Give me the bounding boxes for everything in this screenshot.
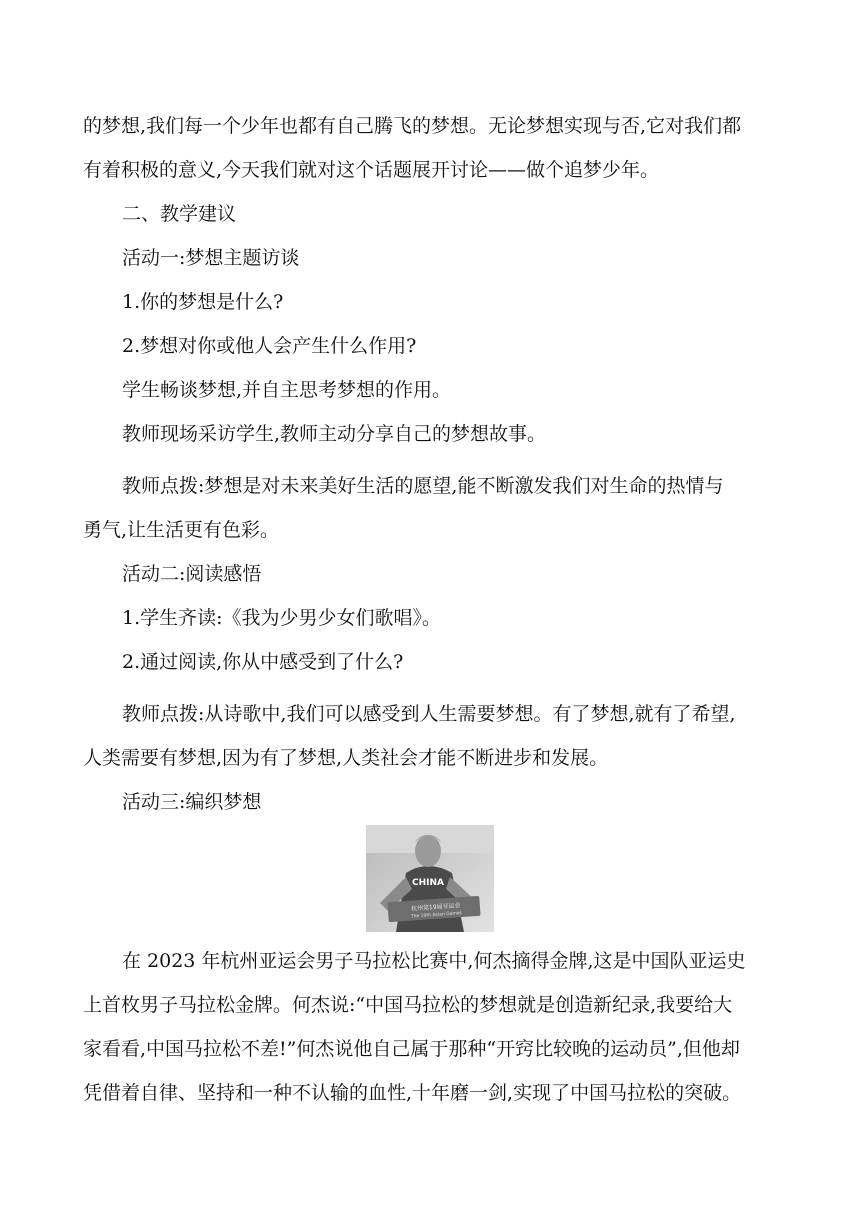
activity2-title: 活动二:阅读感悟 [122, 563, 262, 585]
intro-line-1: 的梦想,我们每一个少年也都有自己腾飞的梦想。无论梦想实现与否,它对我们都 [83, 115, 742, 137]
activity1-question-2: 2.梦想对你或他人会产生什么作用? [122, 335, 417, 357]
activity2-question-2: 2.通过阅读,你从中感受到了什么? [122, 651, 404, 673]
runner-photo-illustration [366, 825, 494, 932]
runner-head [415, 835, 441, 867]
story-line-3: 家看看,中国马拉松不差!”何杰说他自己属于那种“开窍比较晚的运动员”,但他却 [83, 1038, 740, 1060]
section-heading: 二、教学建议 [122, 203, 237, 225]
story-line-1: 在 2023 年杭州亚运会男子马拉松比赛中,何杰摘得金牌,这是中国队亚运史 [122, 950, 746, 972]
activity1-paragraph-2: 教师现场采访学生,教师主动分享自己的梦想故事。 [122, 423, 547, 445]
banner-subtext: The 19th Asian Games [410, 911, 463, 920]
activity2-tip-line-2: 人类需要有梦想,因为有了梦想,人类社会才能不断进步和发展。 [83, 747, 609, 769]
intro-line-2: 有着积极的意义,今天我们就对这个话题展开讨论——做个追梦少年。 [83, 159, 660, 181]
marathon-runner-photo [366, 825, 494, 932]
activity2-tip-line-1: 教师点拨:从诗歌中,我们可以感受到人生需要梦想。有了梦想,就有了希望, [122, 703, 736, 725]
activity2-question-1: 1.学生齐读:《我为少男少女们歌唱》。 [122, 607, 442, 629]
banner-text: 杭州第19届亚运会 [410, 902, 461, 913]
story-line-4: 凭借着自律、坚持和一种不认输的血性,十年磨一剑,实现了中国马拉松的突破。 [83, 1082, 742, 1104]
story-line-2: 上首枚男子马拉松金牌。何杰说:“中国马拉松的梦想就是创造新纪录,我要给大 [83, 994, 733, 1016]
activity1-question-1: 1.你的梦想是什么? [122, 291, 284, 313]
shirt-text: CHINA [412, 878, 444, 888]
activity1-paragraph-1: 学生畅谈梦想,并自主思考梦想的作用。 [122, 379, 452, 401]
activity1-tip-line-2: 勇气,让生活更有色彩。 [83, 519, 280, 541]
activity1-tip-line-1: 教师点拨:梦想是对未来美好生活的愿望,能不断激发我们对生命的热情与 [122, 475, 724, 497]
activity1-title: 活动一:梦想主题访谈 [122, 247, 300, 269]
activity3-title: 活动三:编织梦想 [122, 791, 262, 813]
